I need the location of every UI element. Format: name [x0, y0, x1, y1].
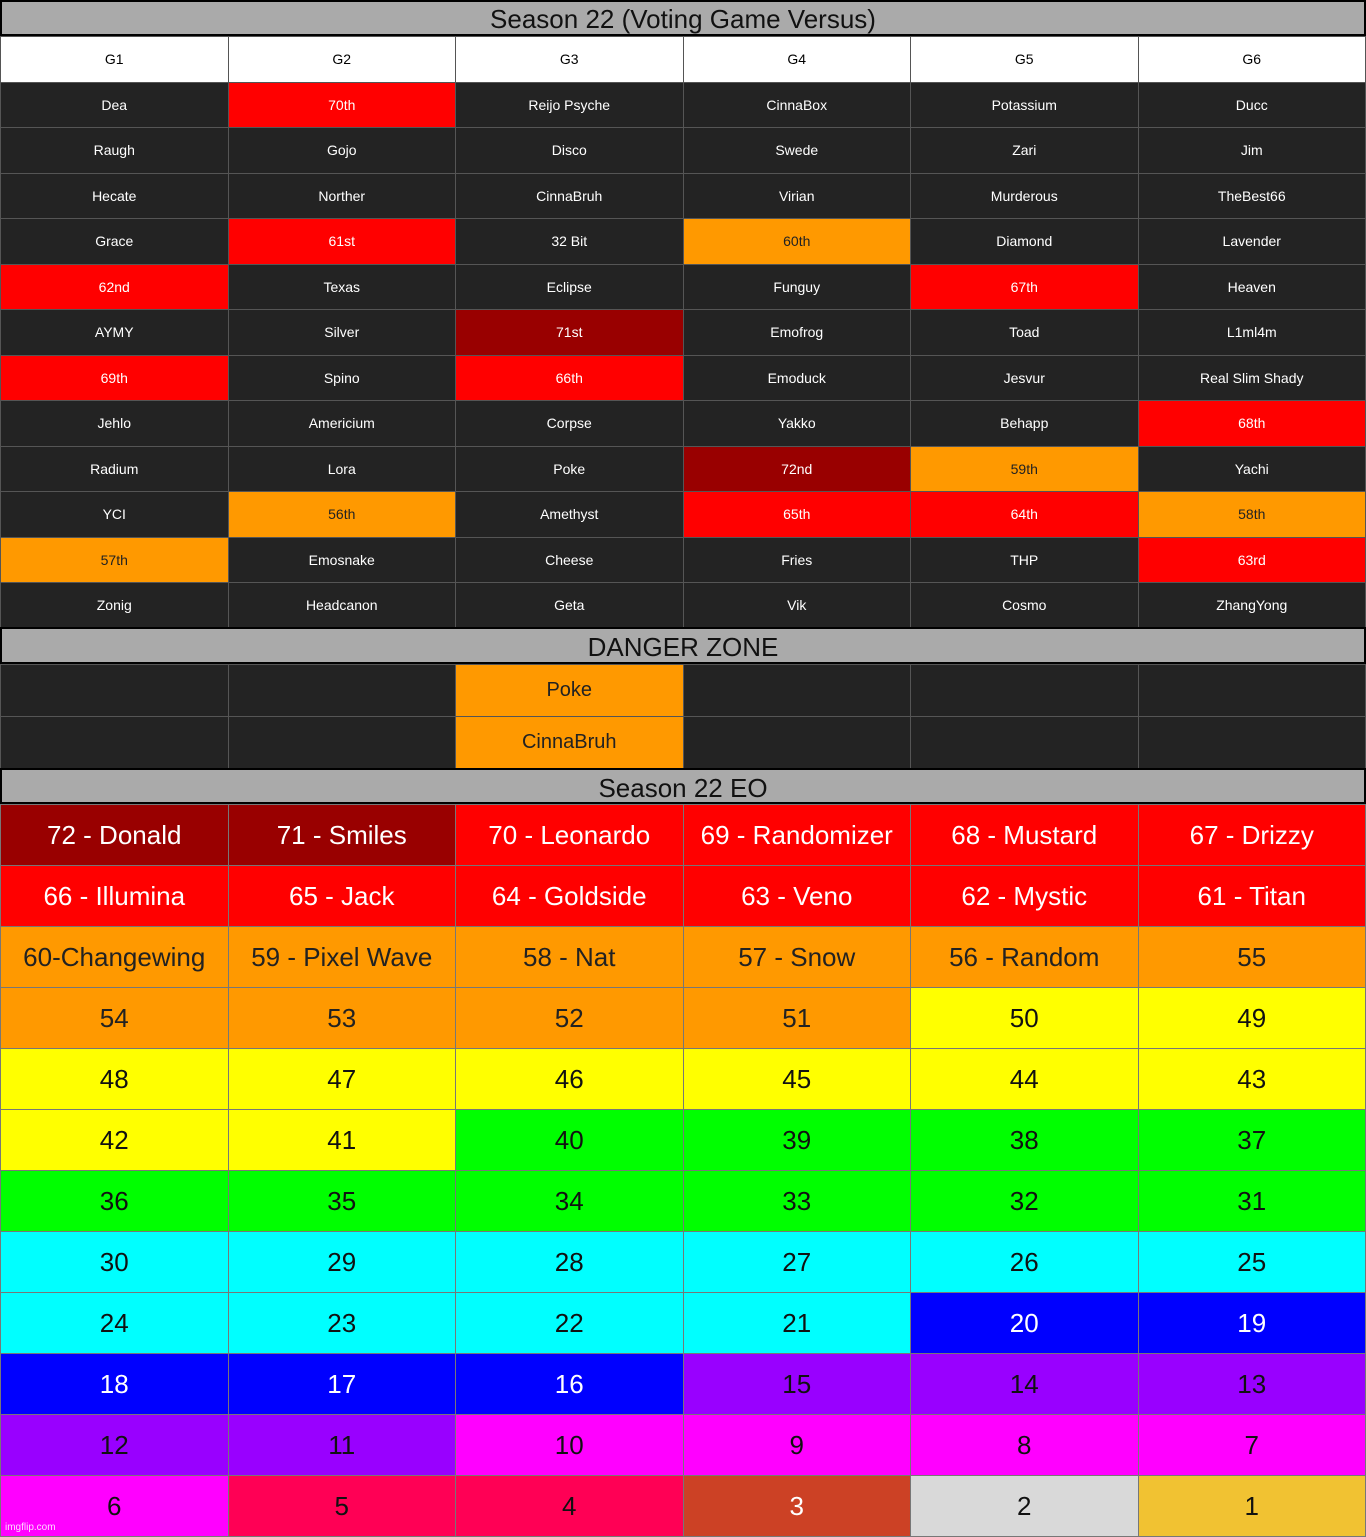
contestant-cell: Jesvur [911, 355, 1139, 401]
contestant-cell: 65th [683, 492, 911, 538]
contestant-cell: Virian [683, 173, 911, 219]
eo-cell: 6 [1, 1476, 229, 1537]
eo-cell: 63 - Veno [683, 866, 911, 927]
eo-cell: 52 [456, 988, 684, 1049]
eo-cell: 32 [911, 1171, 1139, 1232]
eo-cell: 46 [456, 1049, 684, 1110]
contestant-cell: ZhangYong [1138, 583, 1366, 629]
danger-cell: CinnaBruh [456, 717, 684, 769]
contestant-cell: Americium [228, 401, 456, 447]
contestant-cell: Emosnake [228, 537, 456, 583]
eo-cell: 66 - Illumina [1, 866, 229, 927]
danger-zone-title: DANGER ZONE [0, 627, 1366, 664]
contestant-cell: 71st [456, 310, 684, 356]
contestant-cell: Amethyst [456, 492, 684, 538]
eo-row [1, 805, 1366, 866]
contestant-cell: Yakko [683, 401, 911, 447]
eo-row [1, 1232, 1366, 1293]
eo-cell: 25 [1138, 1232, 1366, 1293]
danger-cell [1138, 717, 1366, 769]
eo-cell: 22 [456, 1293, 684, 1354]
contestant-cell: Jim [1138, 128, 1366, 174]
contestant-cell: Lavender [1138, 219, 1366, 265]
eo-cell: 53 [228, 988, 456, 1049]
contestant-cell: 56th [228, 492, 456, 538]
contestant-cell: Texas [228, 264, 456, 310]
eo-row [1, 1293, 1366, 1354]
contestant-cell: Emofrog [683, 310, 911, 356]
contestant-cell: Funguy [683, 264, 911, 310]
contestant-cell: THP [911, 537, 1139, 583]
eo-cell: 23 [228, 1293, 456, 1354]
contestant-cell: Ducc [1138, 82, 1366, 128]
eo-cell: 28 [456, 1232, 684, 1293]
eo-cell: 61 - Titan [1138, 866, 1366, 927]
contestant-cell: Hecate [1, 173, 229, 219]
group-header: G1 [1, 37, 229, 83]
eo-cell: 45 [683, 1049, 911, 1110]
eo-cell: 43 [1138, 1049, 1366, 1110]
contestant-cell: 57th [1, 537, 229, 583]
eo-cell: 36 [1, 1171, 229, 1232]
eo-cell: 31 [1138, 1171, 1366, 1232]
eo-cell: 11 [228, 1415, 456, 1476]
eo-cell: 60-Changewing [1, 927, 229, 988]
eo-cell: 29 [228, 1232, 456, 1293]
eo-cell: 48 [1, 1049, 229, 1110]
contestant-cell: Toad [911, 310, 1139, 356]
eo-cell: 26 [911, 1232, 1139, 1293]
contestant-cell: 62nd [1, 264, 229, 310]
contestant-cell: Radium [1, 446, 229, 492]
eo-cell: 55 [1138, 927, 1366, 988]
eo-cell: 5 [228, 1476, 456, 1537]
contestant-cell: L1ml4m [1138, 310, 1366, 356]
group-row [1, 492, 1366, 538]
eo-cell: 44 [911, 1049, 1139, 1110]
contestant-cell: Lora [228, 446, 456, 492]
eo-cell: 41 [228, 1110, 456, 1171]
eo-row [1, 1354, 1366, 1415]
watermark: imgflip.com [5, 1522, 56, 1533]
eo-cell: 70 - Leonardo [456, 805, 684, 866]
contestant-cell: 61st [228, 219, 456, 265]
contestant-cell: 67th [911, 264, 1139, 310]
contestant-cell: Diamond [911, 219, 1139, 265]
contestant-cell: Real Slim Shady [1138, 355, 1366, 401]
danger-cell [683, 665, 911, 717]
group-row [1, 173, 1366, 219]
eo-cell: 49 [1138, 988, 1366, 1049]
contestant-cell: Cosmo [911, 583, 1139, 629]
elimination-order-table [0, 804, 1366, 1537]
eo-cell: 17 [228, 1354, 456, 1415]
group-row [1, 583, 1366, 629]
eo-row [1, 1049, 1366, 1110]
danger-cell [911, 665, 1139, 717]
eo-cell: 27 [683, 1232, 911, 1293]
contestant-cell: 32 Bit [456, 219, 684, 265]
eo-cell: 16 [456, 1354, 684, 1415]
contestant-cell: Grace [1, 219, 229, 265]
eo-cell: 14 [911, 1354, 1139, 1415]
contestant-cell: Corpse [456, 401, 684, 447]
group-row [1, 128, 1366, 174]
contestant-cell: AYMY [1, 310, 229, 356]
contestant-cell: Emoduck [683, 355, 911, 401]
group-row [1, 219, 1366, 265]
group-row [1, 310, 1366, 356]
contestant-cell: Yachi [1138, 446, 1366, 492]
group-row [1, 446, 1366, 492]
eo-row [1, 988, 1366, 1049]
eo-row [1, 1110, 1366, 1171]
danger-cell [911, 717, 1139, 769]
group-header-row [1, 37, 1366, 83]
contestant-cell: Cheese [456, 537, 684, 583]
eo-row [1, 866, 1366, 927]
eo-row [1, 1476, 1366, 1537]
eo-cell: 71 - Smiles [228, 805, 456, 866]
danger-row [1, 665, 1366, 717]
contestant-cell: Headcanon [228, 583, 456, 629]
contestant-cell: Behapp [911, 401, 1139, 447]
contestant-cell: Reijo Psyche [456, 82, 684, 128]
eo-cell: 12 [1, 1415, 229, 1476]
contestant-cell: 70th [228, 82, 456, 128]
group-row [1, 264, 1366, 310]
eo-row [1, 927, 1366, 988]
contestant-cell: 64th [911, 492, 1139, 538]
contestant-cell: CinnaBox [683, 82, 911, 128]
eo-cell: 8 [911, 1415, 1139, 1476]
contestant-cell: 66th [456, 355, 684, 401]
eo-cell: 54 [1, 988, 229, 1049]
danger-zone-table [0, 664, 1366, 769]
groups-table [0, 36, 1366, 629]
contestant-cell: 59th [911, 446, 1139, 492]
eo-cell: 37 [1138, 1110, 1366, 1171]
danger-row [1, 717, 1366, 769]
group-row [1, 537, 1366, 583]
danger-cell: Poke [456, 665, 684, 717]
contestant-cell: Heaven [1138, 264, 1366, 310]
group-header: G6 [1138, 37, 1366, 83]
eo-cell: 4 [456, 1476, 684, 1537]
eo-cell: 1 [1138, 1476, 1366, 1537]
eo-cell: 21 [683, 1293, 911, 1354]
contestant-cell: Gojo [228, 128, 456, 174]
contestant-cell: Disco [456, 128, 684, 174]
contestant-cell: YCI [1, 492, 229, 538]
contestant-cell: Poke [456, 446, 684, 492]
danger-cell [683, 717, 911, 769]
eo-cell: 7 [1138, 1415, 1366, 1476]
contestant-cell: 69th [1, 355, 229, 401]
contestant-cell: Swede [683, 128, 911, 174]
group-row [1, 355, 1366, 401]
contestant-cell: Eclipse [456, 264, 684, 310]
group-row [1, 401, 1366, 447]
group-header: G5 [911, 37, 1139, 83]
eo-cell: 39 [683, 1110, 911, 1171]
contestant-cell: 63rd [1138, 537, 1366, 583]
eo-cell: 68 - Mustard [911, 805, 1139, 866]
eo-cell: 50 [911, 988, 1139, 1049]
eo-cell: 58 - Nat [456, 927, 684, 988]
group-row [1, 82, 1366, 128]
contestant-cell: Zari [911, 128, 1139, 174]
eo-cell: 3 [683, 1476, 911, 1537]
eo-cell: 51 [683, 988, 911, 1049]
eo-cell: 34 [456, 1171, 684, 1232]
contestant-cell: Zonig [1, 583, 229, 629]
eo-cell: 20 [911, 1293, 1139, 1354]
eo-cell: 65 - Jack [228, 866, 456, 927]
contestant-cell: Norther [228, 173, 456, 219]
eo-cell: 59 - Pixel Wave [228, 927, 456, 988]
eo-cell: 69 - Randomizer [683, 805, 911, 866]
eo-cell: 62 - Mystic [911, 866, 1139, 927]
contestant-cell: TheBest66 [1138, 173, 1366, 219]
danger-cell [1138, 665, 1366, 717]
contestant-cell: Murderous [911, 173, 1139, 219]
contestant-cell: CinnaBruh [456, 173, 684, 219]
eo-cell: 30 [1, 1232, 229, 1293]
eo-cell: 47 [228, 1049, 456, 1110]
eo-cell: 64 - Goldside [456, 866, 684, 927]
contestant-cell: Spino [228, 355, 456, 401]
eo-cell: 56 - Random [911, 927, 1139, 988]
danger-cell [1, 665, 229, 717]
contestant-cell: Raugh [1, 128, 229, 174]
contestant-cell: 60th [683, 219, 911, 265]
group-header: G2 [228, 37, 456, 83]
contestant-cell: 58th [1138, 492, 1366, 538]
eo-cell: 33 [683, 1171, 911, 1232]
eo-cell: 18 [1, 1354, 229, 1415]
contestant-cell: Fries [683, 537, 911, 583]
page-title: Season 22 (Voting Game Versus) [0, 0, 1366, 36]
contestant-cell: Potassium [911, 82, 1139, 128]
eo-row [1, 1415, 1366, 1476]
eo-cell: 42 [1, 1110, 229, 1171]
contestant-cell: Silver [228, 310, 456, 356]
eo-cell: 15 [683, 1354, 911, 1415]
group-header: G3 [456, 37, 684, 83]
eo-cell: 2 [911, 1476, 1139, 1537]
eo-cell: 35 [228, 1171, 456, 1232]
eo-cell: 67 - Drizzy [1138, 805, 1366, 866]
danger-cell [1, 717, 229, 769]
contestant-cell: Jehlo [1, 401, 229, 447]
eo-cell: 9 [683, 1415, 911, 1476]
danger-cell [228, 665, 456, 717]
eo-cell: 38 [911, 1110, 1139, 1171]
eo-cell: 13 [1138, 1354, 1366, 1415]
eo-cell: 19 [1138, 1293, 1366, 1354]
group-header: G4 [683, 37, 911, 83]
contestant-cell: Dea [1, 82, 229, 128]
eo-cell: 24 [1, 1293, 229, 1354]
contestant-cell: 72nd [683, 446, 911, 492]
eo-title: Season 22 EO [0, 768, 1366, 804]
eo-cell: 57 - Snow [683, 927, 911, 988]
eo-row [1, 1171, 1366, 1232]
eo-cell: 10 [456, 1415, 684, 1476]
eo-cell: 40 [456, 1110, 684, 1171]
contestant-cell: Geta [456, 583, 684, 629]
contestant-cell: Vik [683, 583, 911, 629]
eo-cell: 72 - Donald [1, 805, 229, 866]
danger-cell [228, 717, 456, 769]
contestant-cell: 68th [1138, 401, 1366, 447]
